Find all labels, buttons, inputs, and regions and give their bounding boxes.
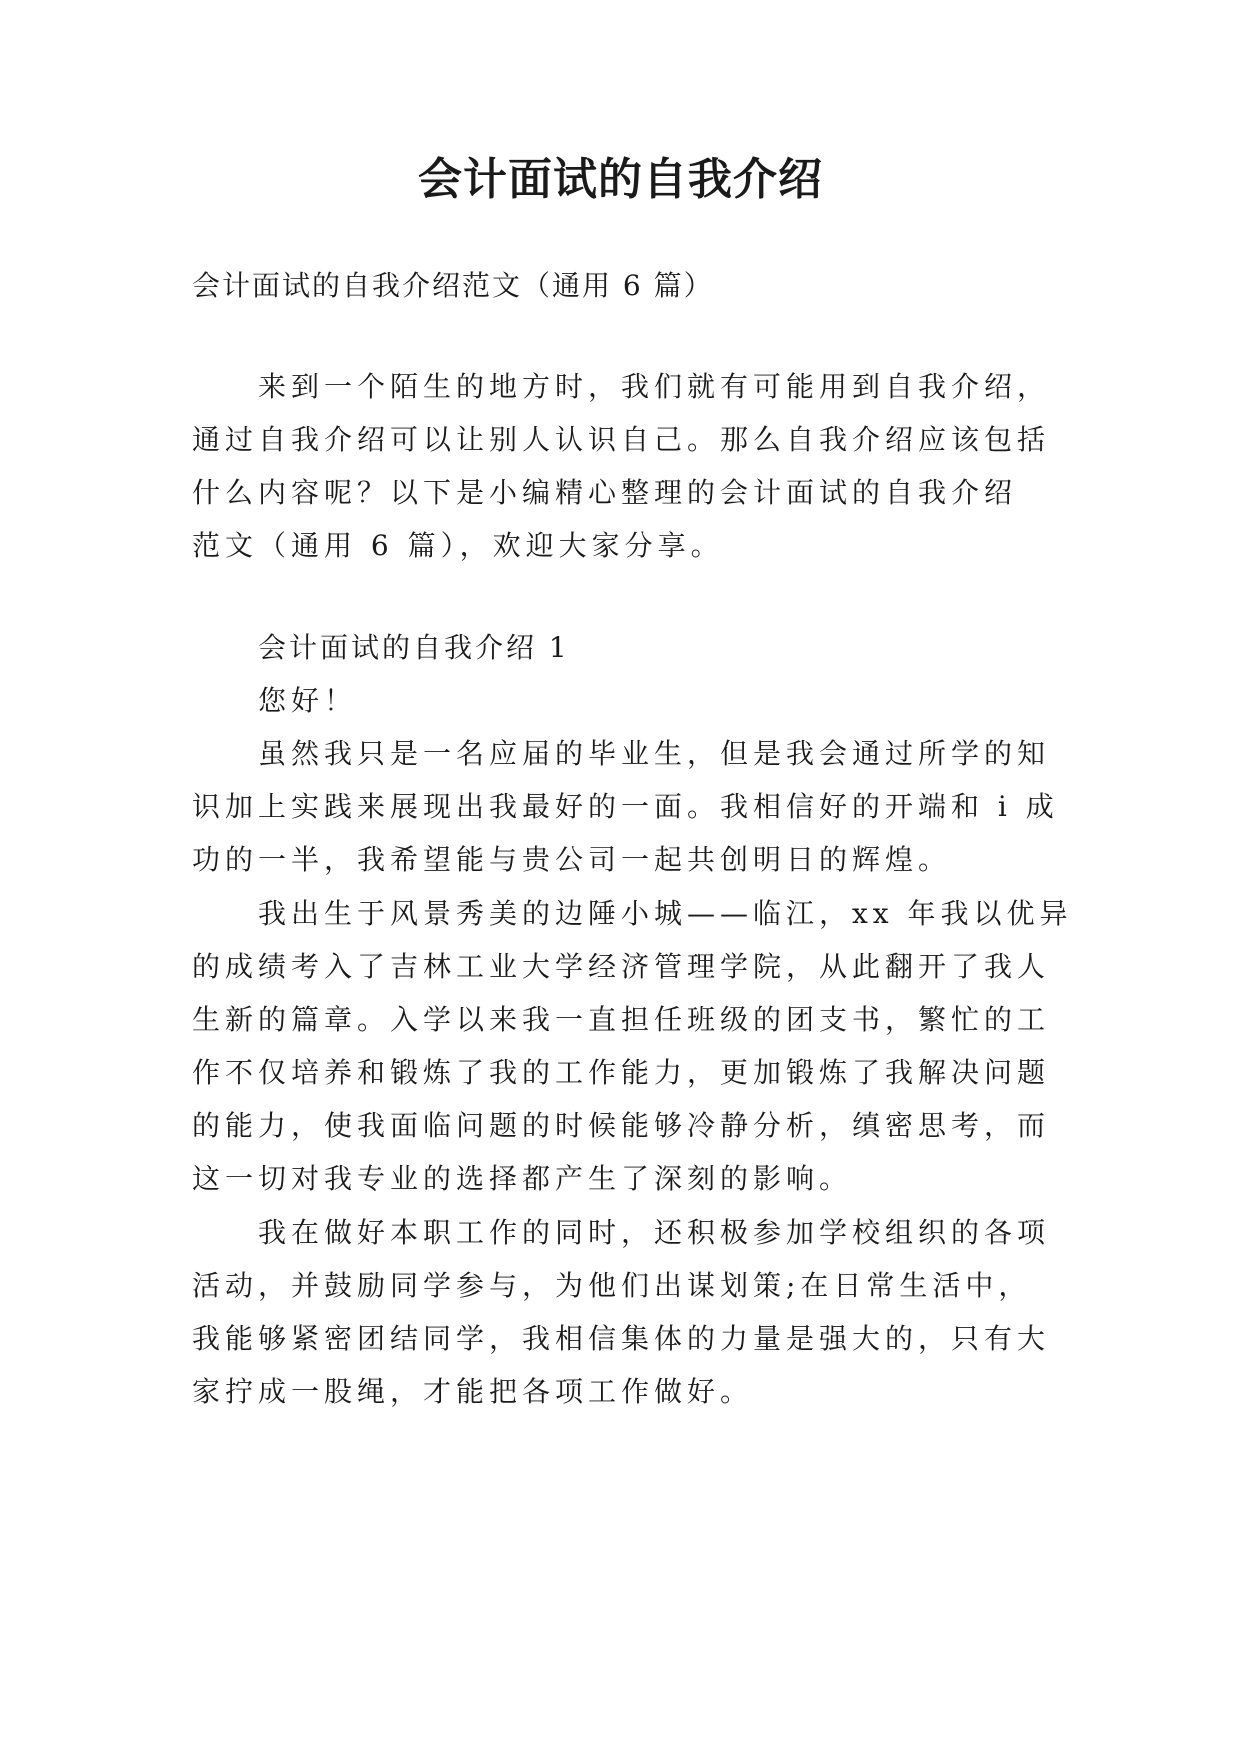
paragraph-line: 虽然我只是一名应届的毕业生，但是我会通过所学的知 <box>258 737 1051 770</box>
paragraph-line: 活动，并鼓励同学参与，为他们出谋划策;在日常生活中， <box>192 1269 1032 1302</box>
paragraph-line: 这一切对我专业的选择都产生了深刻的影响。 <box>192 1162 853 1195</box>
intro-line: 什么内容呢？以下是小编精心整理的会计面试的自我介绍 <box>192 476 1018 509</box>
intro-line: 来到一个陌生的地方时，我们就有可能用到自我介绍， <box>258 370 1051 403</box>
paragraph-line: 的能力，使我面临问题的时候能够冷静分析，缜密思考，而 <box>192 1109 1051 1142</box>
paragraph-line: 生新的篇章。入学以来我一直担任班级的团支书，繁忙的工 <box>192 1003 1051 1036</box>
section-heading: 会计面试的自我介绍 1 <box>258 631 570 664</box>
paragraph-line: 的成绩考入了吉林工业大学经济管理学院，从此翻开了我人 <box>192 950 1051 983</box>
document-title: 会计面试的自我介绍 <box>418 154 823 205</box>
paragraph-line: 功的一半，我希望能与贵公司一起共创明日的辉煌。 <box>192 843 952 876</box>
paragraph-line: 我能够紧密团结同学，我相信集体的力量是强大的，只有大 <box>192 1322 1051 1355</box>
paragraph-line: 识加上实践来展现出我最好的一面。我相信好的开端和 i 成 <box>192 790 1059 823</box>
paragraph-line: 家拧成一股绳，才能把各项工作做好。 <box>192 1375 754 1408</box>
greeting: 您好！ <box>258 684 358 717</box>
paragraph-line: 作不仅培养和锻炼了我的工作能力，更加锻炼了我解决问题 <box>192 1056 1051 1089</box>
paragraph-line: 我在做好本职工作的同时，还积极参加学校组织的各项 <box>258 1216 1051 1249</box>
document-subtitle: 会计面试的自我介绍范文（通用 6 篇） <box>192 269 714 302</box>
intro-line: 范文（通用 6 篇），欢迎大家分享。 <box>192 529 724 562</box>
intro-line: 通过自我介绍可以让别人认识自己。那么自我介绍应该包括 <box>192 423 1051 456</box>
paragraph-line: 我出生于风景秀美的边陲小城——临江，xx 年我以优异 <box>258 897 1073 930</box>
